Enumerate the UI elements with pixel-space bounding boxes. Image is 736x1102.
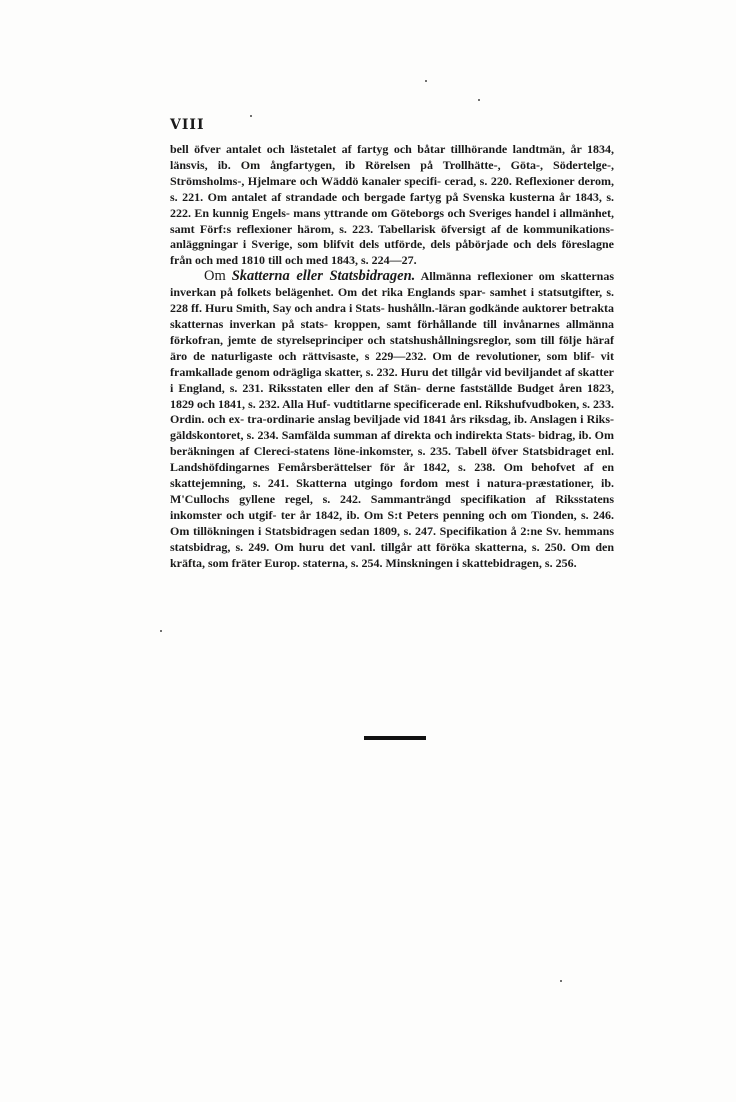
paper-speck xyxy=(160,630,162,632)
text-line: mans yttrande om Göteborgs och Sveriges handel i allmänhet, samt Förf:s xyxy=(170,205,614,236)
paper-speck xyxy=(425,80,427,82)
text-line: utgingo fordom mest i natura-præstationer, ib. M'Cullochs gyllene regel, xyxy=(170,476,615,506)
text-line: skatternas inverkan på folkets belägenhet. Om det rika Englands spar- xyxy=(170,269,615,300)
text-line: ter år 1842, ib. Om S:t Peters penning och om Tionden, s. 246. Om xyxy=(170,507,615,538)
text-line: tillökningen i Statsbidragen sedan 1809, s. 247. Specifikation å 2:ne xyxy=(193,523,543,538)
text-line: föreslagne från och med 1810 till och med 1843, s. 224—27. xyxy=(170,237,614,268)
text-line: år 1834, länsvis, ib. Om ångfartygen, ib Rörelsen på Trollhätte-, xyxy=(170,142,614,172)
text-line: hushålln.-läran godkände auktorer betrakta skatternas inverkan på stats- xyxy=(170,301,615,331)
text-line: Minskningen i skattebidragen, s. 256. xyxy=(385,555,577,570)
text-line: styrelseprinciper och statshushållningsreglor, som till följe häraf äro de xyxy=(170,332,614,363)
text-line: vit framkallade genom odrägliga skatter, s. 232. Huru det tillgår vid xyxy=(170,348,615,379)
text-line: beviljandet af skatter i England, s. 231. Riksstaten eller den af Stän- xyxy=(170,364,615,395)
text-line: vudtitlarne specificerade enl. Rikshufvudboken, s. 233. Ordin. och ex- xyxy=(170,396,615,427)
section-heading: Skatterna eller Statsbidragen. xyxy=(231,268,416,285)
text-line: bidrag, ib. Om beräkningen af Clereci-statens löne-inkomster, s. 235. xyxy=(170,428,615,459)
text-line: Tabell öfver Statsbidraget enl. Landshöfdingarnes Femårsberättelser för xyxy=(170,444,614,475)
paragraph-2 xyxy=(170,269,614,571)
text-line: kroppen, samt förhållande till invånarnes allmänna förkofran, jemte de xyxy=(170,316,614,347)
section-divider-rule xyxy=(364,736,426,740)
text-line: s. 242. Sammanträngd specifikation af Riksstatens inkomster och utgif- xyxy=(170,491,614,522)
text-line: reflexioner härom, s. 223. Tabellarisk öfversigt af de kommunikations- xyxy=(236,221,614,236)
text-line: Allmänna reflexioner om xyxy=(420,269,555,284)
text-line: anläggningar i Sverige, som blifvit dels utförde, dels påbörjade och dels xyxy=(170,237,557,252)
paragraph-1 xyxy=(170,142,614,269)
text-line: Göta-, Södertelge-, Strömsholms-, Hjelmare och Wäddö kanaler specifi- xyxy=(170,157,615,188)
text-line: tra-ordinarie anslag beviljade vid 1841 års riksdag, ib. Anslagen i Riks- xyxy=(247,412,614,427)
paragraph-2-lead: Om xyxy=(204,268,226,285)
text-line: cerad, s. 220. Reflexioner derom, s. 221. Om antalet af strandade och xyxy=(170,173,614,204)
paper-speck xyxy=(250,115,252,117)
text-line: år 1842, s. 238. Om behofvet af en skattejemning, s. 241. Skatterna xyxy=(170,460,614,491)
text-line: bergade fartyg på Svenska kusterna år 1843, s. 222. En kunnig Engels- xyxy=(170,189,614,220)
text-line: gäldskontoret, s. 234. Samfälda summan af direkta och indirekta Stats- xyxy=(170,428,536,443)
text-block xyxy=(170,142,614,571)
text-line: skatterna, s. 250. Om den kräfta, som fräter Europ. staterna, s. 254. xyxy=(170,539,614,570)
paper-speck xyxy=(478,99,480,101)
text-line: naturligaste och rättvisaste, s 229—232. Om de revolutioner, som blif- xyxy=(211,348,595,363)
text-line: Sv. hemmans statsbidrag, s. 249. Om huru det vanl. tillgår att föröka xyxy=(170,523,615,554)
text-line: samhet i statsutgifter, s. 228 ff. Huru Smith, Say och andra i Stats- xyxy=(170,285,615,316)
paper-speck xyxy=(560,980,562,982)
page-number: VIII xyxy=(170,117,205,133)
text-line: derne fastställde Budget åren 1823, 1829 och 1841, s. 232. Alla Huf- xyxy=(170,380,615,411)
text-line: bell öfver antalet och lästetalet af fartyg och båtar tillhörande landtmän, xyxy=(170,142,565,156)
